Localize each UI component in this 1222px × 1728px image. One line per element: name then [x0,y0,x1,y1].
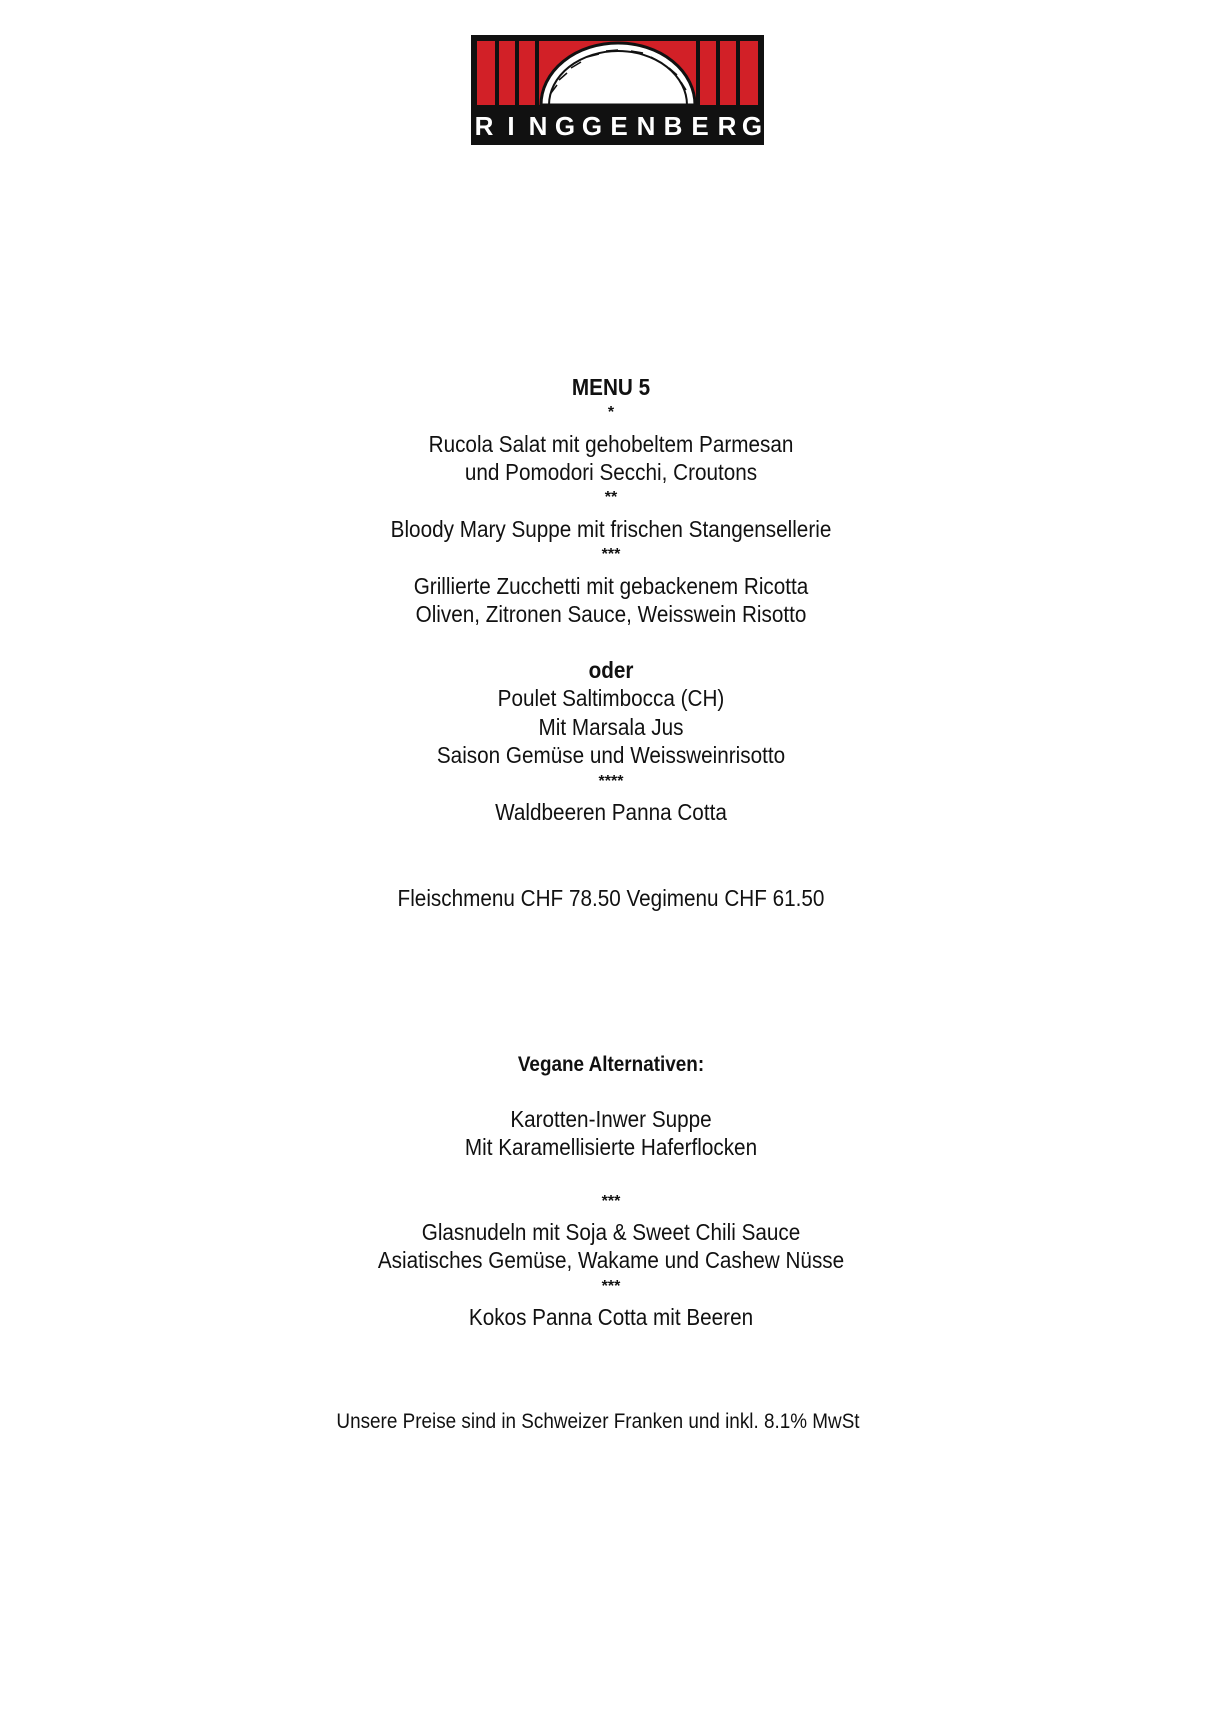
logo-letter: R [474,111,494,141]
course-separator: * [607,404,615,421]
logo-letter: R [717,111,737,141]
meat-main-line-3: Saison Gemüse und Weissweinrisotto [436,742,786,768]
ringgenberg-logo [471,35,764,145]
vat-note: Unsere Preise sind in Schweizer Franken und inkl. 8.1% MwSt [336,1410,860,1433]
vegan-soup-line-1: Karotten-Inwer Suppe [510,1106,712,1132]
logo-letter: E [691,111,709,141]
vegan-main-line-2: Asiatisches Gemüse, Wakame und Cashew Nüsse [377,1247,845,1273]
price-line: Fleischmenu CHF 78.50 Vegimenu CHF 61.50 [397,885,825,911]
course-separator: **** [598,773,624,790]
vegan-title: Vegane Alternativen: [517,1053,705,1076]
logo-letter: I [507,111,515,141]
soup-line: Bloody Mary Suppe mit frischen Stangensellerie [390,516,832,542]
logo-letter: B [663,111,683,141]
course-separator: *** [601,1193,621,1210]
dessert-line: Waldbeeren Panna Cotta [495,799,727,825]
logo-letter: N [636,111,656,141]
course-separator: *** [601,546,621,563]
course-separator: ** [604,489,618,506]
starter-line-1: Rucola Salat mit gehobeltem Parmesan [428,431,794,457]
or-label: oder [588,657,634,683]
veg-main-line-2: Oliven, Zitronen Sauce, Weisswein Risotto [415,601,807,627]
logo-letter: E [610,111,628,141]
starter-line-2: und Pomodori Secchi, Croutons [464,459,758,485]
meat-main-line-2: Mit Marsala Jus [538,714,684,740]
vegan-main-line-1: Glasnudeln mit Soja & Sweet Chili Sauce [421,1219,801,1245]
logo-letter: N [528,111,548,141]
logo-letter: G [554,111,576,141]
vegan-soup-line-2: Mit Karamellisierte Haferflocken [464,1134,758,1160]
logo-letter: G [741,111,763,141]
course-separator: *** [601,1278,621,1295]
veg-main-line-1: Grillierte Zucchetti mit gebackenem Ricotta [413,573,809,599]
meat-main-line-1: Poulet Saltimbocca (CH) [497,685,725,711]
vegan-dessert-line: Kokos Panna Cotta mit Beeren [468,1304,754,1330]
logo-letter: G [581,111,603,141]
menu-title: MENU 5 [571,374,651,400]
